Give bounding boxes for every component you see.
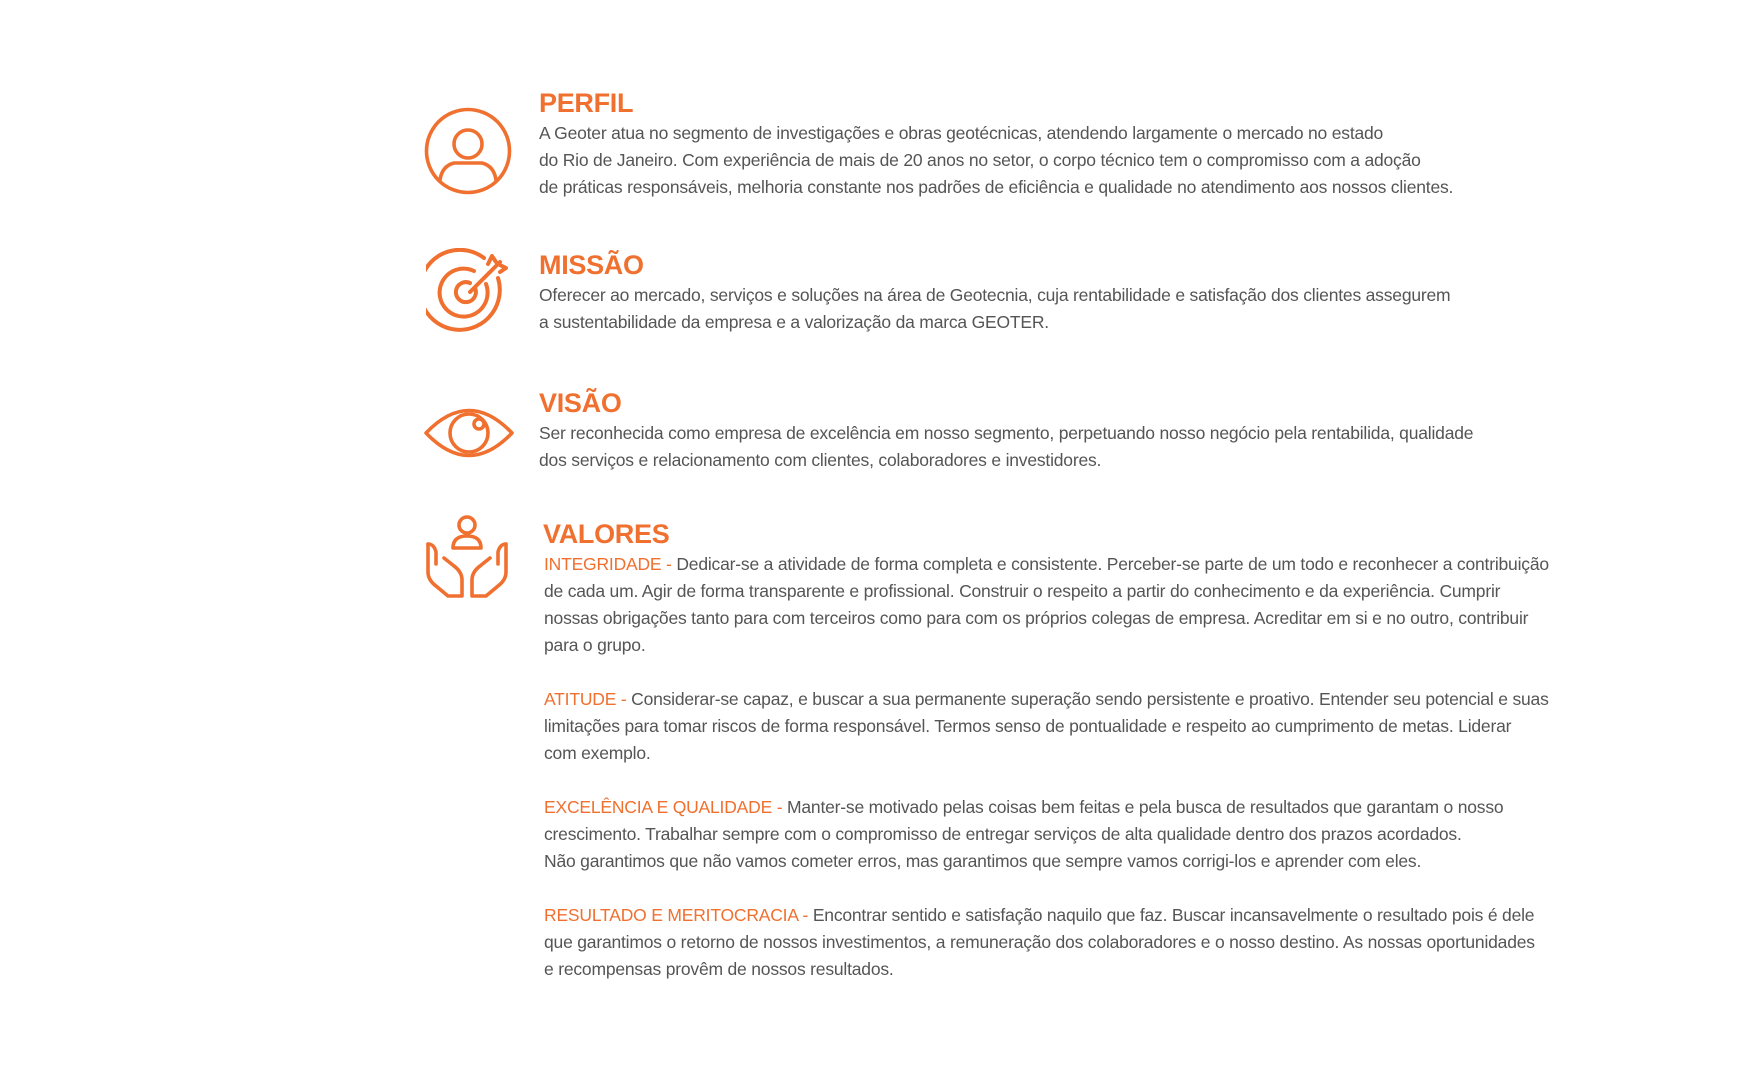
value-item-resultado-meritocracia <box>544 902 1584 983</box>
value-text: Considerar-se capaz, e buscar a sua permanente superação sendo persistente e proativo. Entender seu potencial e suas <box>631 689 1549 709</box>
value-label: EXCELÊNCIA E QUALIDADE - <box>544 797 787 817</box>
section-title-valores: VALORES <box>543 519 670 549</box>
value-text: Manter-se motivado pelas coisas bem feitas e pela busca de resultados que garantam o nosso <box>787 797 1504 817</box>
value-item-first-line <box>544 686 1584 713</box>
section-text-visao <box>539 420 1473 474</box>
eye-icon <box>424 402 514 464</box>
section-title-missao: MISSÃO <box>539 250 644 280</box>
value-item-integridade <box>544 551 1584 659</box>
text-line: do Rio de Janeiro. Com experiência de mais de 20 anos no setor, o corpo técnico tem o compromisso com a adoção <box>539 150 1421 170</box>
hands-holding-person-icon <box>424 514 510 598</box>
value-item-first-line <box>544 551 1584 578</box>
text-line: e recompensas provêm de nossos resultados. <box>544 959 894 979</box>
text-line: Ser reconhecida como empresa de excelência em nosso segmento, perpetuando nosso negócio pela rentabilida, qualidade <box>539 423 1474 443</box>
text-line: Oferecer ao mercado, serviços e soluções na área de Geotecnia, cuja rentabilidade e satisfação dos clientes assegurem <box>539 285 1451 305</box>
section-title-visao: VISÃO <box>539 388 622 418</box>
user-profile-icon <box>424 107 512 195</box>
value-text: Encontrar sentido e satisfação naquilo que faz. Buscar incansavelmente o resultado pois é dele <box>812 905 1535 925</box>
value-item-atitude <box>544 686 1584 767</box>
text-line: nossas obrigações tanto para com terceiros como para com os próprios colegas de empresa. Acreditar em si e no outro, contribuir <box>544 608 1529 628</box>
text-line: com exemplo. <box>544 743 651 763</box>
text-line: Não garantimos que não vamos cometer erros, mas garantimos que sempre vamos corrigi-los e aprender com eles. <box>544 851 1422 871</box>
value-item-first-line <box>544 902 1584 929</box>
section-title-perfil: PERFIL <box>539 88 634 118</box>
value-label: RESULTADO E MERITOCRACIA - <box>544 905 813 925</box>
text-line: limitações para tomar riscos de forma responsável. Termos senso de pontualidade e respeito ao cumprimento de metas. Liderar <box>544 716 1512 736</box>
text-line: A Geoter atua no segmento de investigações e obras geotécnicas, atendendo largamente o mercado no estado <box>539 123 1384 143</box>
text-line: dos serviços e relacionamento com clientes, colaboradores e investidores. <box>539 450 1102 470</box>
target-arrow-icon <box>426 248 514 336</box>
text-line: crescimento. Trabalhar sempre com o compromisso de entregar serviços de alta qualidade dentro dos prazos acordados. <box>544 824 1462 844</box>
text-line: que garantimos o retorno de nossos investimentos, a remuneração dos colaboradores e o nosso destino. As nossas oportunidades <box>544 932 1535 952</box>
value-label: ATITUDE - <box>544 689 632 709</box>
text-line: de práticas responsáveis, melhoria constante nos padrões de eficiência e qualidade no atendimento aos nossos clientes. <box>539 177 1454 197</box>
value-label: INTEGRIDADE - <box>544 554 677 574</box>
text-line: de cada um. Agir de forma transparente e profissional. Construir o respeito a partir do conhecimento e da experiência. Cumprir <box>544 581 1501 601</box>
section-text-missao <box>539 282 1450 336</box>
section-text-perfil <box>539 120 1453 201</box>
text-line: a sustentabilidade da empresa e a valorização da marca GEOTER. <box>539 312 1049 332</box>
value-item-excelencia-qualidade <box>544 794 1584 875</box>
value-item-first-line <box>544 794 1584 821</box>
value-text: Dedicar-se a atividade de forma completa e consistente. Perceber-se parte de um todo e reconhecer a contribuição <box>676 554 1549 574</box>
text-line: para o grupo. <box>544 635 646 655</box>
